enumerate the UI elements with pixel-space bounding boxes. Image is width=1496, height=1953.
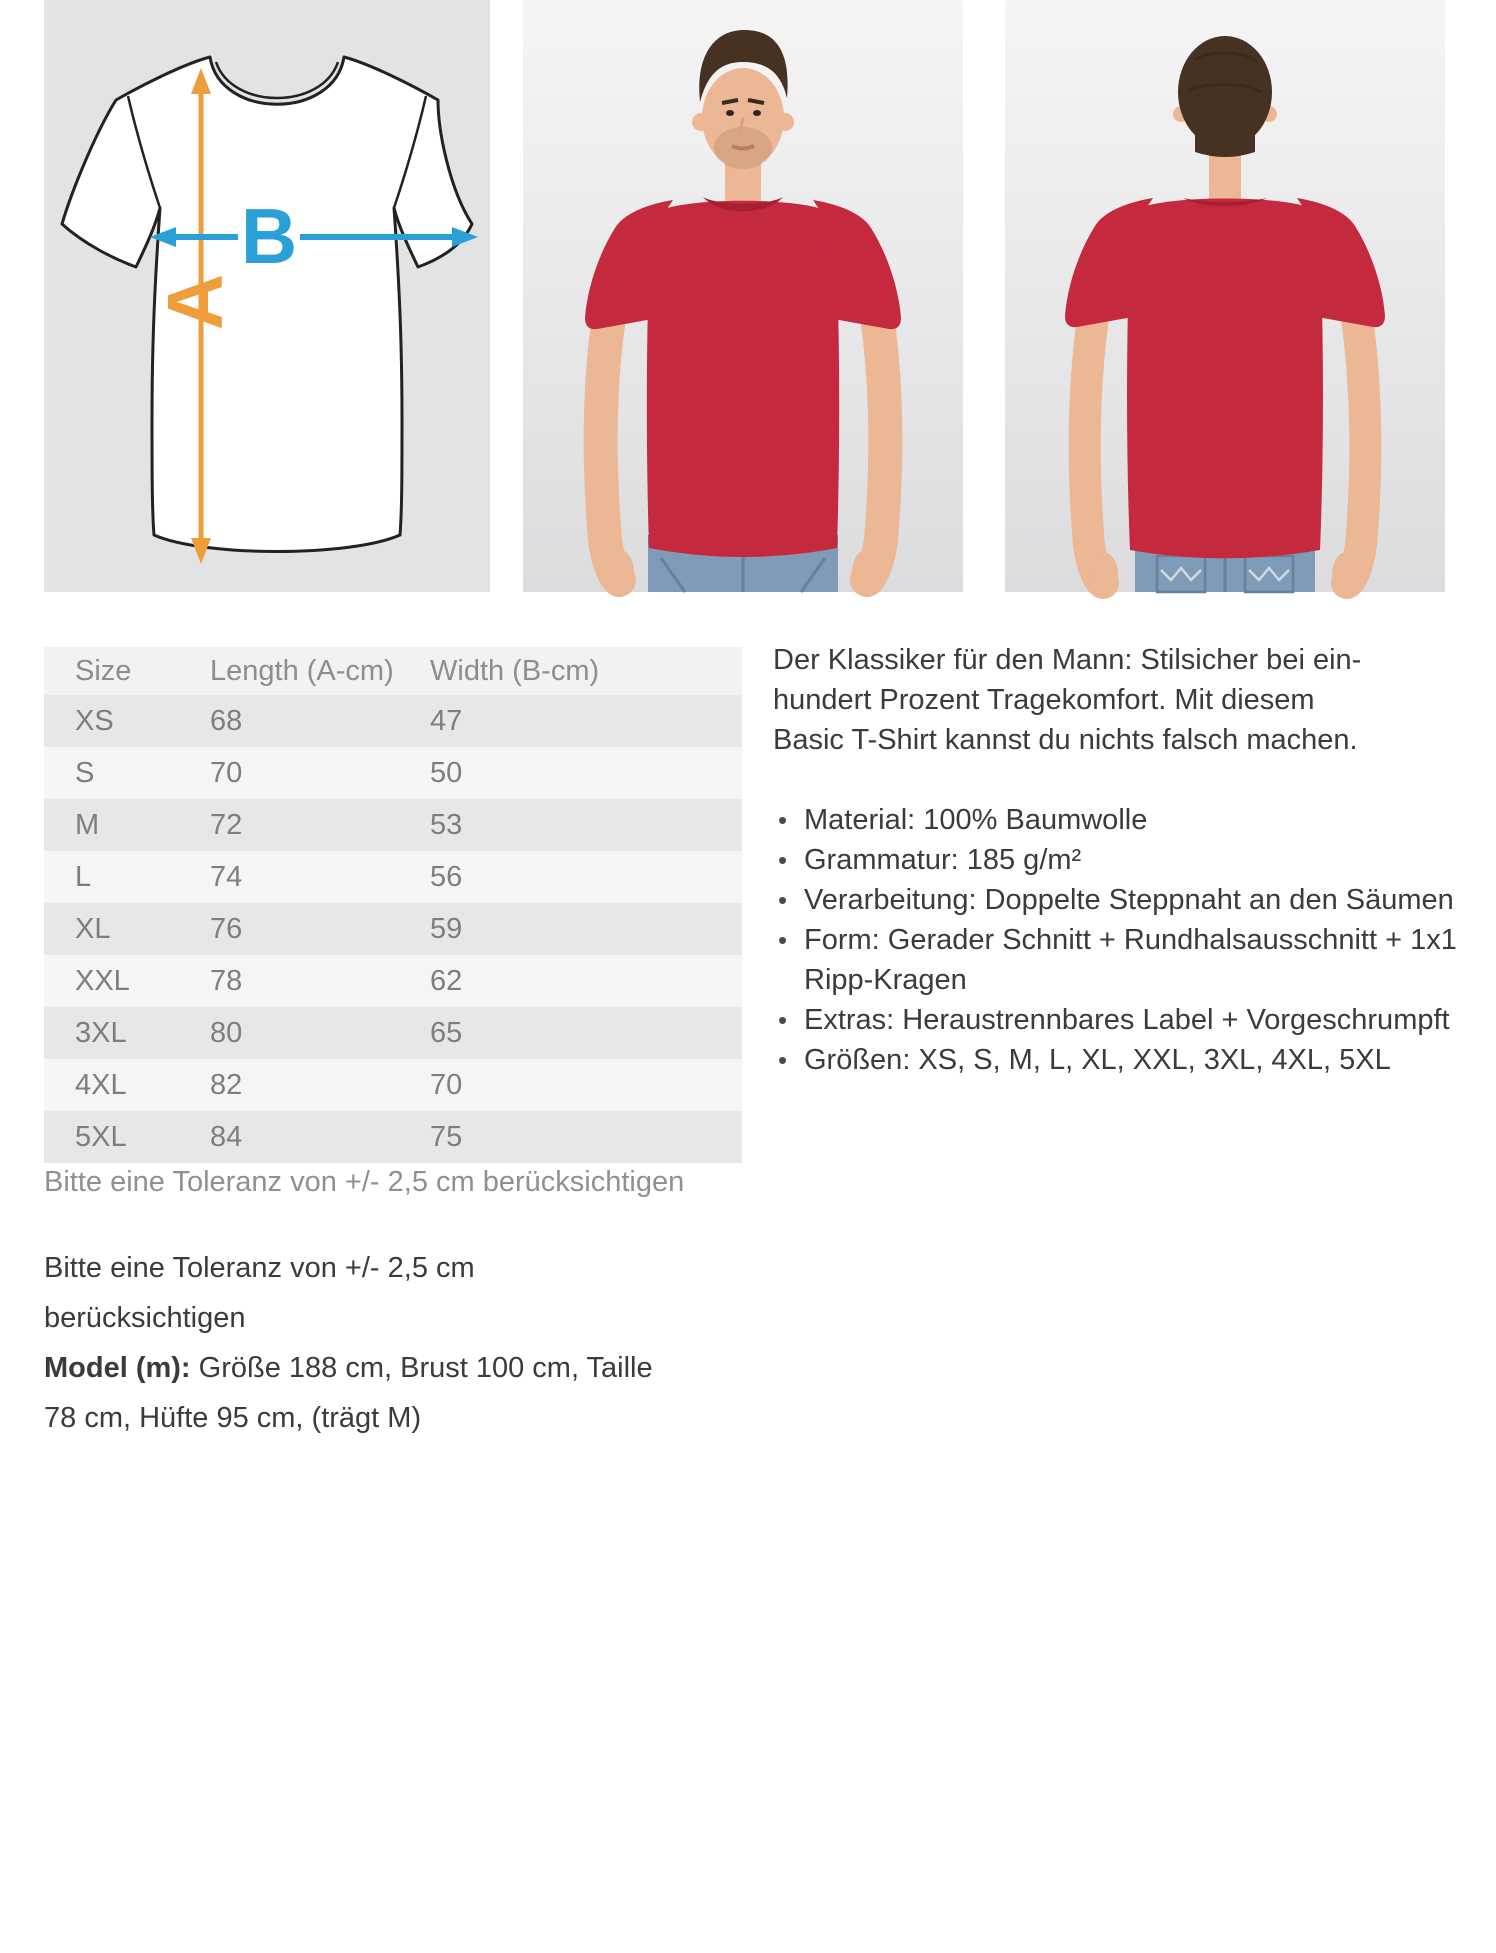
table-cell: 72 [210, 808, 243, 841]
table-cell: 53 [430, 808, 463, 841]
table-cell: 78 [210, 964, 243, 997]
left-hand [1088, 552, 1118, 596]
table-cell: L [75, 860, 92, 893]
table-cell: XL [75, 912, 111, 945]
table-cell: 3XL [75, 1016, 127, 1049]
model-front-photo [523, 0, 963, 592]
left-eye [726, 110, 734, 116]
model-back-photo [1005, 0, 1445, 592]
table-row [44, 1059, 742, 1111]
tshirt-outline [62, 57, 472, 552]
table-cell: 65 [430, 1016, 463, 1049]
size-table [44, 647, 742, 1198]
table-row [44, 851, 742, 903]
diagram-label-b: B [240, 192, 298, 280]
table-cell: 59 [430, 912, 463, 945]
right-hand [1332, 552, 1362, 596]
feature-item: • Grammatur: 185 g/m² [773, 840, 1465, 880]
feature-list [773, 800, 1465, 1080]
tolerance-note: Bitte eine Toleranz von +/- 2,5 cm berücksichtigen [44, 1252, 475, 1334]
table-cell: XXL [75, 964, 130, 997]
feature-item: • Material: 100% Baumwolle [773, 800, 1465, 840]
size-diagram-image [44, 0, 490, 592]
intro-line: hundert Prozent Tragekomfort. Mit diesem [773, 684, 1315, 716]
table-cell: 56 [430, 860, 463, 893]
description-intro [773, 640, 1465, 760]
table-cell: 75 [430, 1120, 463, 1153]
tshirt-measurement-diagram [44, 0, 490, 592]
model-note-label: Model (m): [44, 1352, 191, 1384]
right-hand [852, 549, 884, 595]
table-cell: 74 [210, 860, 243, 893]
table-row [44, 955, 742, 1007]
feature-item: • Größen: XS, S, M, L, XL, XXL, 3XL, 4XL, 5XL [773, 1040, 1465, 1080]
table-cell: 84 [210, 1120, 243, 1153]
table-row [44, 1111, 742, 1163]
model-note-line1 [44, 1343, 684, 1393]
measurement-notes [44, 1243, 684, 1443]
table-row [44, 1007, 742, 1059]
table-cell: 5XL [75, 1120, 127, 1153]
table-cell: 70 [430, 1068, 463, 1101]
table-cell: 62 [430, 964, 463, 997]
product-description [773, 640, 1465, 1080]
nape-hair [1195, 118, 1255, 157]
model-note-measurements: Größe 188 cm, Brust 100 cm, Taille [198, 1352, 653, 1384]
table-cell: 82 [210, 1068, 243, 1101]
table-cell: 68 [210, 704, 243, 737]
intro-line: Basic T-Shirt kannst du nichts falsch machen. [773, 724, 1358, 756]
right-eye [753, 110, 761, 116]
diagram-label-a: A [150, 273, 239, 331]
table-cell: 76 [210, 912, 243, 945]
table-cell: 4XL [75, 1068, 127, 1101]
column-header-length: Length (A-cm) [210, 654, 394, 687]
table-cell: 70 [210, 756, 243, 789]
model-front-illustration [523, 0, 963, 592]
size-table-body [44, 695, 742, 1163]
table-row [44, 695, 742, 747]
size-table-header [44, 647, 742, 695]
intro-line: Der Klassiker für den Mann: Stilsicher bei ein- [773, 644, 1362, 676]
table-cell: XS [75, 704, 114, 737]
table-cell: M [75, 808, 100, 841]
table-row [44, 799, 742, 851]
left-hand [602, 549, 634, 595]
table-cell: S [75, 756, 95, 789]
feature-item: • Verarbeitung: Doppelte Steppnaht an den Säumen [773, 880, 1465, 920]
table-cell: 47 [430, 704, 463, 737]
table-cell: 50 [430, 756, 463, 789]
model-back-illustration [1005, 0, 1445, 592]
model-note-line2: 78 cm, Hüfte 95 cm, (trägt M) [44, 1402, 422, 1434]
column-header-width: Width (B-cm) [430, 654, 600, 687]
table-row [44, 903, 742, 955]
column-header-size: Size [75, 654, 132, 687]
table-cell: 80 [210, 1016, 243, 1049]
clipped-overflow-text: Bitte eine Toleranz von +/- 2,5 cm berücksichtigen [44, 1166, 685, 1198]
table-row [44, 747, 742, 799]
feature-item: • Form: Gerader Schnitt + Rundhalsausschnitt + 1x1 Ripp-Kragen [773, 920, 1465, 1000]
feature-item: • Extras: Heraustrennbares Label + Vorgeschrumpft [773, 1000, 1465, 1040]
